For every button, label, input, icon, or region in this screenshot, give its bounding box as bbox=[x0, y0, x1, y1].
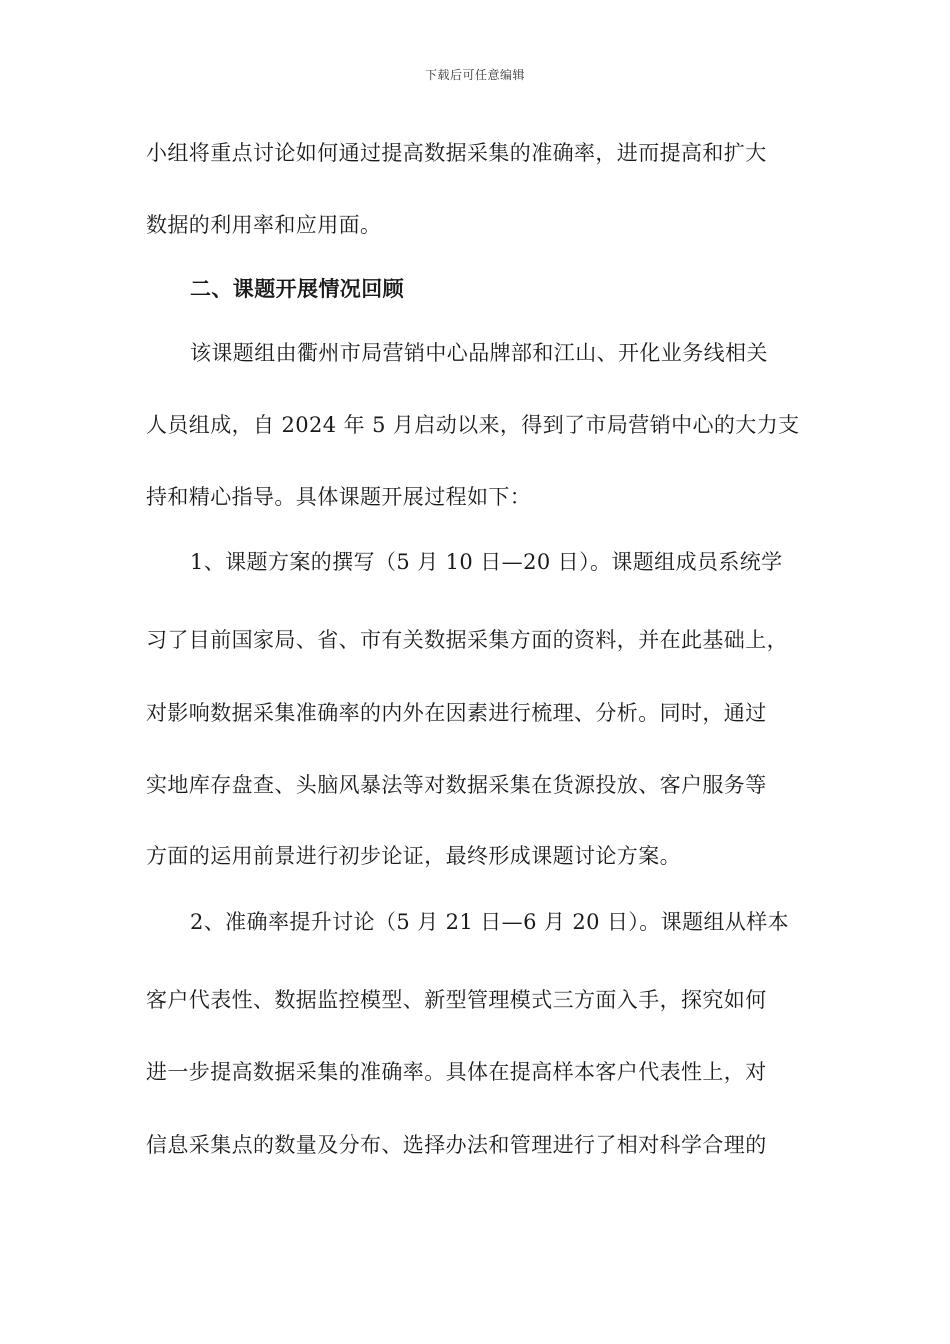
page-header: 下载后可任意编辑 bbox=[424, 68, 525, 82]
body-text-line: 人员组成，自 2024 年 5 月启动以来，得到了市局营销中心的大力支 bbox=[146, 413, 800, 437]
body-text-line: 方面的运用前景进行初步论证，最终形成课题讨论方案。 bbox=[146, 844, 681, 868]
body-text-line: 数据的利用率和应用面。 bbox=[146, 213, 382, 237]
body-text-line: 信息采集点的数量及分布、选择办法和管理进行了相对科学合理的 bbox=[146, 1133, 767, 1157]
body-text-line: 习了目前国家局、省、市有关数据采集方面的资料，并在此基础上， bbox=[146, 628, 788, 652]
paragraph-first-line: 2、准确率提升讨论（5 月 21 日—6 月 20 日）。课题组从样本 bbox=[190, 910, 790, 934]
body-text-line: 客户代表性、数据监控模型、新型管理模式三方面入手，探究如何 bbox=[146, 988, 767, 1012]
paragraph-first-line: 该课题组由衢州市局营销中心品牌部和江山、开化业务线相关 bbox=[190, 341, 768, 365]
body-text-line: 对影响数据采集准确率的内外在因素进行梳理、分析。同时，通过 bbox=[146, 701, 767, 725]
body-text-line: 持和精心指导。具体课题开展过程如下： bbox=[146, 485, 532, 509]
body-text-line: 实地库存盘查、头脑风暴法等对数据采集在货源投放、客户服务等 bbox=[146, 773, 767, 797]
paragraph-first-line: 1、课题方案的撰写（5 月 10 日—20 日）。课题组成员系统学 bbox=[190, 550, 783, 574]
section-heading: 二、课题开展情况回顾 bbox=[190, 276, 404, 301]
body-text-line: 进一步提高数据采集的准确率。具体在提高样本客户代表性上，对 bbox=[146, 1060, 767, 1084]
body-text-line: 小组将重点讨论如何通过提高数据采集的准确率，进而提高和扩大 bbox=[146, 141, 767, 165]
